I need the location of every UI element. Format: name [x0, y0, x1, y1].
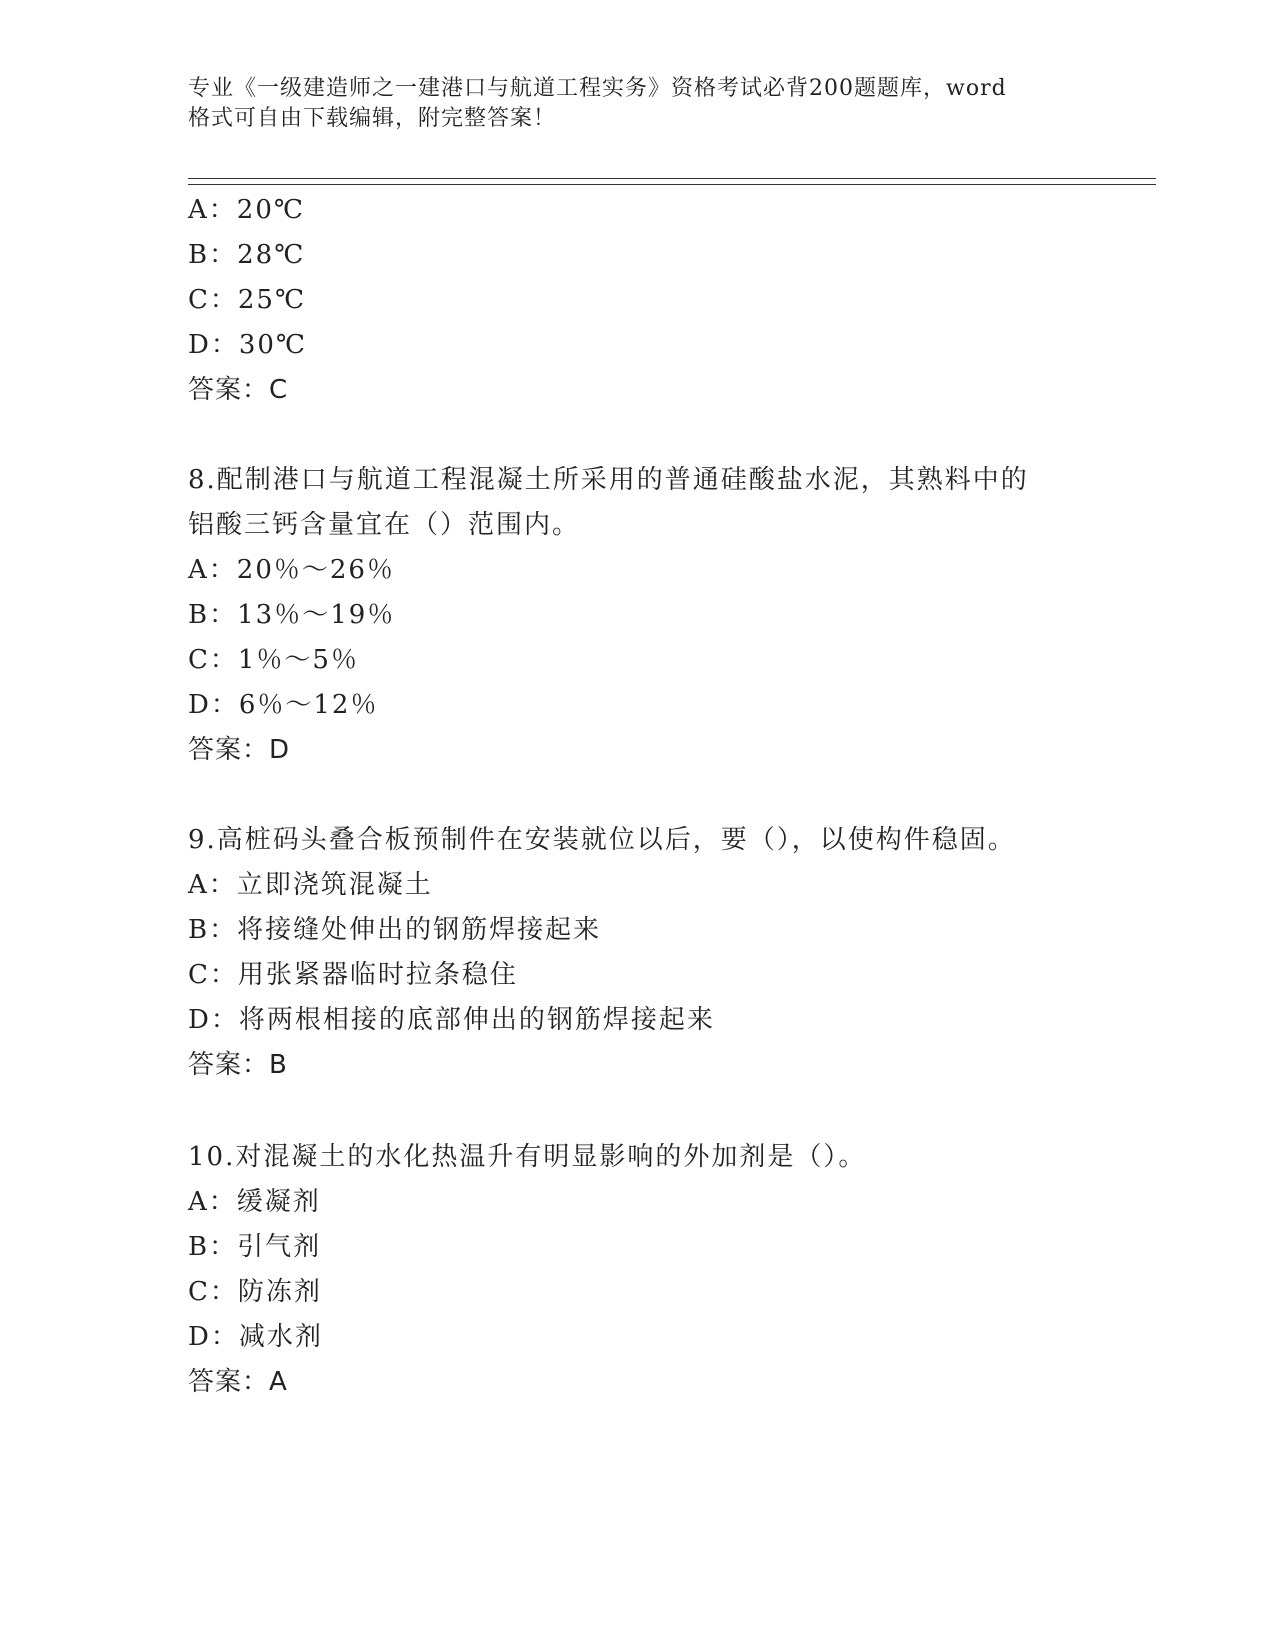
q10-option-d: D：减水剂	[188, 1322, 323, 1352]
q9-option-b: B：将接缝处伸出的钢筋焊接起来	[188, 915, 602, 945]
q7-answer: 答案：C	[188, 375, 289, 405]
header-double-rule	[188, 178, 1156, 185]
q9-answer: 答案：B	[188, 1050, 288, 1080]
q9-option-d: D：将两根相接的底部伸出的钢筋焊接起来	[188, 1005, 715, 1035]
q10-answer: 答案：A	[188, 1367, 288, 1397]
header-title-line2: 格式可自由下载编辑，附完整答案！	[188, 106, 557, 131]
q7-option-d: D：30℃	[188, 330, 308, 360]
q9-option-c: C：用张紧器临时拉条稳住	[188, 960, 518, 990]
q7-option-b: B：28℃	[188, 240, 306, 270]
page-header	[188, 74, 1068, 134]
q9-stem: 9.高桩码头叠合板预制件在安装就位以后，要（），以使构件稳固。	[188, 825, 1016, 855]
q8-stem-line2: 铝酸三钙含量宜在（）范围内。	[188, 510, 581, 540]
q10-option-a: A：缓凝剂	[188, 1187, 321, 1217]
q8-stem-line1: 8.配制港口与航道工程混凝土所采用的普通硅酸盐水泥，其熟料中的	[188, 465, 1029, 495]
q8-option-b: B：13％～19％	[188, 600, 396, 630]
header-title-line1: 专业《一级建造师之一建港口与航道工程实务》资格考试必背200题题库，word	[188, 76, 1007, 101]
q10-option-c: C：防冻剂	[188, 1277, 322, 1307]
q8-option-d: D：6％～12％	[188, 690, 379, 720]
q8-option-c: C：1％～5％	[188, 645, 359, 675]
q7-option-a: A：20℃	[188, 195, 305, 225]
q9-option-a: A：立即浇筑混凝土	[188, 870, 433, 900]
q8-answer: 答案：D	[188, 735, 291, 765]
q10-stem: 10.对混凝土的水化热温升有明显影响的外加剂是（）。	[188, 1142, 867, 1172]
q7-option-c: C：25℃	[188, 285, 307, 315]
q8-option-a: A：20％～26％	[188, 555, 395, 585]
q10-option-b: B：引气剂	[188, 1232, 322, 1262]
